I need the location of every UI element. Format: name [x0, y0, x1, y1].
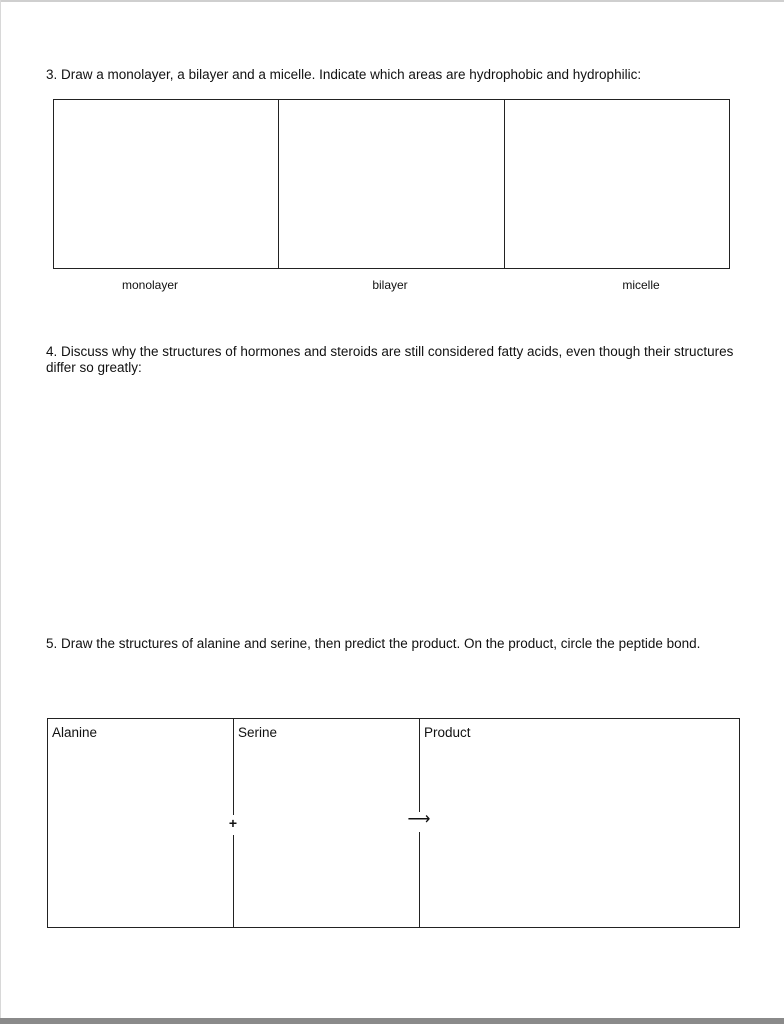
alanine-label: Alanine — [52, 725, 98, 740]
alanine-drawing-box[interactable] — [48, 719, 234, 927]
monolayer-caption: monolayer — [121, 278, 179, 292]
product-label: Product — [424, 725, 471, 740]
micelle-drawing-box[interactable] — [505, 100, 729, 268]
serine-drawing-box[interactable] — [234, 719, 420, 927]
bilayer-caption: bilayer — [372, 278, 408, 292]
product-drawing-box[interactable] — [420, 719, 739, 927]
reaction-arrow-icon: ⟶ — [404, 812, 434, 832]
drawing-boxes-q3 — [53, 99, 730, 269]
question-5-text: 5. Draw the structures of alanine and serine, then predict the product. On the product, circle the peptide bond. — [46, 636, 701, 651]
bilayer-drawing-box[interactable] — [279, 100, 504, 268]
question-3-text: 3. Draw a monolayer, a bilayer and a micelle. Indicate which areas are hydrophobic and hydrophilic: — [46, 67, 642, 82]
question-4-text: 4. Discuss why the structures of hormones and steroids are still considered fatty acids, even though their structures differ so greatly: — [46, 344, 734, 375]
page-bottom-bar — [0, 1018, 784, 1024]
serine-label: Serine — [238, 725, 278, 740]
page-top-border — [0, 0, 784, 2]
monolayer-drawing-box[interactable] — [54, 100, 279, 268]
page-left-border — [0, 0, 1, 1024]
micelle-caption: micelle — [622, 278, 660, 292]
drawing-boxes-q5 — [47, 718, 740, 928]
plus-sign: + — [226, 815, 240, 835]
